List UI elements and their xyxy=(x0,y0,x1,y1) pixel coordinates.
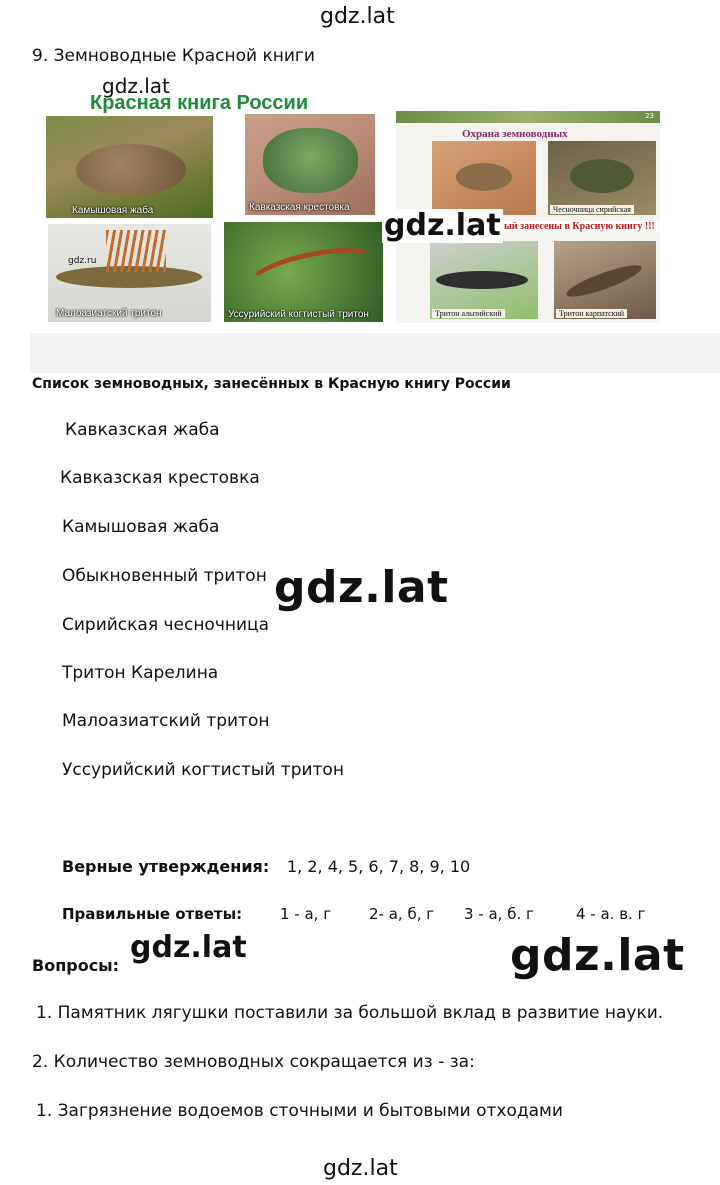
list-item: Малоазиатский тритон xyxy=(62,711,270,731)
question-2: 2. Количество земноводных сокращается из - за: xyxy=(32,1052,475,1072)
watermark-image: gdz.lat xyxy=(102,74,170,98)
question-2-answer: 1. Загрязнение водоемов сточными и бытовыми отходами xyxy=(36,1101,563,1121)
caption-3: Малоазиатский тритон xyxy=(56,308,162,319)
answer-item: 3 - а, б. г xyxy=(464,905,534,923)
photo-right-3 xyxy=(430,241,538,319)
watermark-left-mid: gdz.lat xyxy=(130,930,247,965)
list-item: Тритон Карелина xyxy=(62,663,219,683)
list-item: Сирийская чесночница xyxy=(62,615,270,635)
slide-number: 23 xyxy=(645,112,654,120)
photo-newt-1 xyxy=(48,224,211,322)
list-item: Уссурийский когтистый тритон xyxy=(62,760,344,780)
caption-2: Кавказская крестовка xyxy=(249,202,350,213)
list-title: Список земноводных, занесённых в Красную книгу России xyxy=(32,376,511,392)
list-item: Кавказская крестовка xyxy=(60,468,260,488)
watermark-right-mid: gdz.lat xyxy=(510,930,685,981)
photo-right-2 xyxy=(548,141,656,215)
true-statements-label: Верные утверждения: xyxy=(62,857,270,876)
answer-item: 2- а, б, г xyxy=(369,905,435,923)
poster-right-title: Охрана земноводных xyxy=(462,128,568,140)
watermark-bottom: gdz.lat xyxy=(323,1156,398,1181)
correct-answers-label: Правильные ответы: xyxy=(62,905,243,923)
list-item: Обыкновенный тритон xyxy=(62,566,267,586)
photo-right-1 xyxy=(432,141,536,215)
questions-label: Вопросы: xyxy=(32,956,120,975)
question-1: 1. Памятник лягушки поставили за большой вклад в развитие науки. xyxy=(36,1003,664,1023)
caption-1: Камышовая жаба xyxy=(72,205,154,216)
true-statements-value: 1, 2, 4, 5, 6, 7, 8, 9, 10 xyxy=(287,857,471,876)
watermark-top: gdz.lat xyxy=(320,4,395,29)
answer-item: 1 - а, г xyxy=(280,905,332,923)
watermark-image-small: gdz.ru xyxy=(68,256,97,266)
watermark-center: gdz.lat xyxy=(274,562,449,613)
answer-item: 4 - а. в. г xyxy=(576,905,646,923)
poster-left-title: Красная книга России xyxy=(90,92,309,114)
photo-newt-2 xyxy=(224,222,383,322)
watermark-image-center: gdz.lat xyxy=(384,208,501,243)
section-heading: 9. Земноводные Красной книги xyxy=(32,46,315,66)
caption-right-2: Тритон альпийский xyxy=(432,309,505,318)
list-item: Камышовая жаба xyxy=(62,517,220,537)
photo-right-4 xyxy=(554,241,656,319)
caption-right-3: Тритон карпатский xyxy=(556,309,627,318)
poster-right-banner: ый занесены в Красную книгу !!! xyxy=(500,221,659,232)
caption-right-1: Чесночница сирийская xyxy=(550,205,634,214)
gray-band xyxy=(30,333,720,373)
photo-toad-2 xyxy=(245,114,375,215)
list-item: Кавказская жаба xyxy=(65,420,220,440)
photo-toad-1 xyxy=(46,116,213,218)
caption-4: Уссурийский когтистый тритон xyxy=(228,309,369,320)
